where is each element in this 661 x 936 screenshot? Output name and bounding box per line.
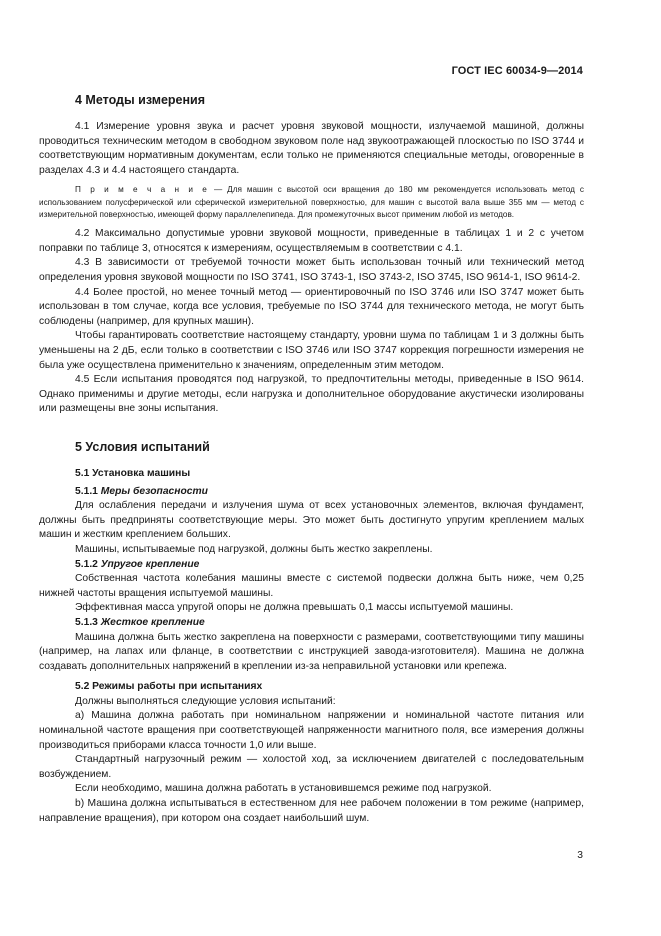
subsection-5-1-3-number: 5.1.3: [75, 616, 98, 628]
paragraph-5-2-b: a) Машина должна работать при номинальном напряжении и номинальной частоте питания или номинальной частоте вращения при соответствующей напряженности магнитного поля, все измерения должны производиться приборами класса точности 1,0 или выше.: [39, 710, 584, 751]
subsection-5-2-heading: 5.2 Режимы работы при испытаниях: [75, 681, 263, 693]
paragraph-4-1: 4.1 Измерение уровня звука и расчет уровня звуковой мощности, излучаемой машиной, должны проводиться техническим методом в свободном звуковом поле над звукоотражающей плоскостью по ISO 3744 и соответствующим нормативным документам, если только не применяются специальные методы, оговоренные в разделах 4.3 и 4.4 настоящего стандарта.: [39, 121, 584, 176]
paragraph-4-3: 4.3 В зависимости от требуемой точности может быть использован точный или технический метод определения уровня звуковой мощности по ISO 3741, ISO 3743-1, ISO 3743-2, ISO 3745, ISO 9614-1, ISO 9614-2.: [39, 257, 584, 284]
document-code-header: ГОСТ IEC 60034-9—2014: [451, 65, 583, 77]
paragraph-5-1-1-a: Для ослабления передачи и излучения шума от всех установочных элементов, включая фундамент, должны быть предприняты соответствующие меры. Это может быть достигнуто упругим креплением малых машин и жестким креплением больших.: [39, 500, 584, 541]
subsection-5-1-1-title: Меры безопасности: [97, 485, 208, 497]
subsection-5-1-2-number: 5.1.2: [75, 558, 98, 570]
subsection-5-1-3-title: Жесткое крепление: [97, 616, 205, 628]
subsection-5-1-heading: 5.1 Установка машины: [75, 467, 191, 479]
page-number: 3: [577, 850, 583, 861]
paragraph-5-1-3: Машина должна быть жестко закреплена на поверхности с размерами, соответствующими типу машины (например, на лапах или фланце, в соответствии с инструкцией завода-изготовителя). Машина не должна создавать дополнительных напряжений в креплении из-за неправильной установки или крепежа.: [39, 631, 584, 672]
subsection-5-1-1-number: 5.1.1: [75, 485, 98, 497]
section-5-heading: 5 Условия испытаний: [75, 439, 210, 454]
paragraph-4-5: 4.5 Если испытания проводятся под нагрузкой, то предпочтительны методы, приведенные в ISO 9614. Однако применимы и другие методы, если нагрузка и дополнительное оборудование акустически изолированы или размещены вне зоны испытания.: [39, 374, 584, 415]
subsection-5-1-1-heading: [75, 485, 584, 500]
paragraph-5-2-d: Если необходимо, машина должна работать в установившемся режиме под нагрузкой.: [75, 783, 492, 795]
paragraph-5-2-e: b) Машина должна испытываться в естественном для нее рабочем положении в том режиме (например, направление вращения), при котором она создает наибольший шум.: [39, 798, 584, 824]
paragraph-5-2-c: Стандартный нагрузочный режим — холостой ход, за исключением двигателей с последовательным возбуждением.: [39, 754, 584, 780]
paragraph-5-1-2-a: Собственная частота колебания машины вместе с системой подвески должна быть ниже, чем 0,25 нижней частоты вращения испытуемой машины.: [39, 573, 584, 599]
subsection-5-1-2-heading: [75, 558, 584, 573]
subsection-5-1-2-title: Упругое крепление: [97, 558, 200, 570]
subsection-5-1-3-heading: [75, 616, 584, 631]
note-text: — Для машин с высотой оси вращения до 180 мм рекомендуется использовать метод с использованием полусферической или сферической измерительной поверхностью, для машин с высотой вала выше 355 мм — метод с измерительной поверхностью, имеющей форму параллелепипеда. Для промежуточных высот применим любой из методов.: [39, 185, 585, 219]
note-4-1: [39, 184, 584, 221]
paragraph-4-4: 4.4 Более простой, но менее точный метод — ориентировочный по ISO 3746 или ISO 3747 может быть использован в том случае, когда все условия, требуемые по ISO 3744 для технического метода, не могут быть соблюдены (например, для крупных машин).: [39, 286, 584, 327]
paragraph-5-2-a: Должны выполняться следующие условия испытаний:: [75, 695, 336, 707]
section-4-heading: 4 Методы измерения: [75, 93, 206, 107]
note-label: П р и м е ч а н и е: [75, 185, 210, 195]
page-body: [39, 92, 584, 826]
paragraph-4-2: 4.2 Максимально допустимые уровни звуковой мощности, приведенные в таблицах 1 и 2 с учетом поправки по таблице 3, относятся к измерениям, осуществляемым в соответствии с 4.1.: [39, 228, 584, 254]
paragraph-4-4-continued: Чтобы гарантировать соответствие настоящему стандарту, уровни шума по таблицам 1 и 3 должны быть уменьшены на 2 дБ, если только в соответствии с ISO 3746 или ISO 3747 коррекция погрешности измерения не была уже осуществлена применительно к значениям, определенным этим методом.: [39, 330, 584, 371]
paragraph-5-1-2-b: Эффективная масса упругой опоры не должна превышать 0,1 массы испытуемой машины.: [75, 602, 514, 614]
paragraph-5-1-1-b: Машины, испытываемые под нагрузкой, должны быть жестко закреплены.: [75, 543, 433, 555]
